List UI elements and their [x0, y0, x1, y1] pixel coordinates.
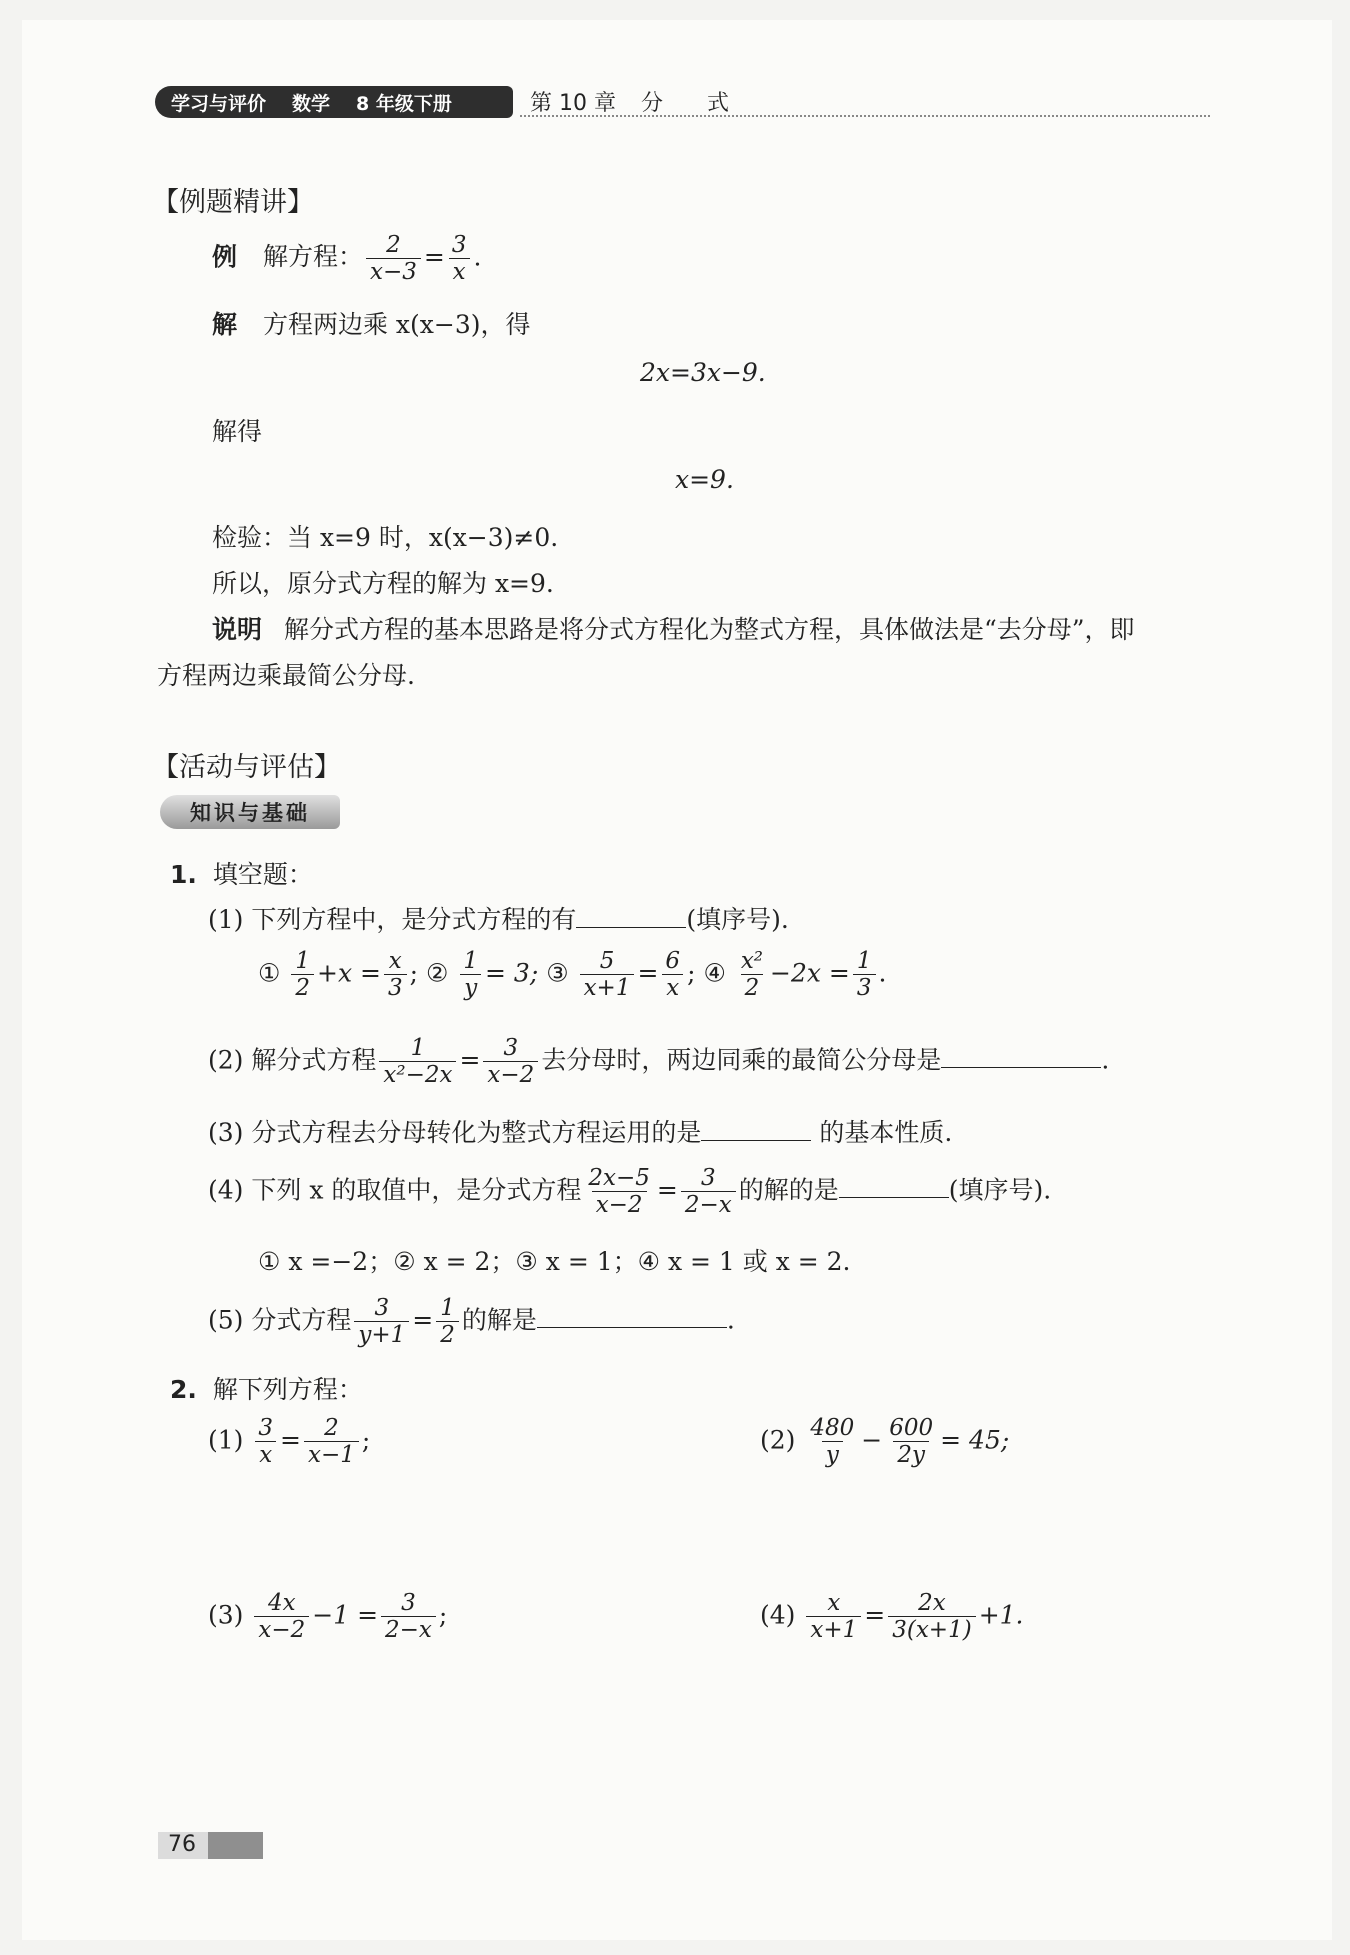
fraction: [448, 232, 471, 286]
question-2-heading: [170, 1370, 363, 1406]
fraction: [483, 1035, 538, 1089]
q2-equation-2: [760, 1415, 1009, 1469]
expr: +x =: [317, 958, 381, 988]
fraction: [885, 1415, 937, 1469]
subject: 数学: [292, 92, 331, 115]
part-label: (2): [760, 1425, 796, 1455]
denominator: x−2: [592, 1191, 647, 1218]
numerator: x: [827, 1590, 841, 1616]
denominator: 2−x: [681, 1191, 736, 1218]
numerator: 1: [295, 948, 311, 974]
question-1-heading: [170, 855, 313, 891]
denominator: y: [822, 1441, 843, 1468]
fraction: [806, 1590, 861, 1644]
denominator: x²−2x: [379, 1061, 456, 1088]
part-label: (4): [208, 1175, 244, 1205]
part-text: 分式方程去分母转化为整式方程运用的是: [251, 1118, 702, 1147]
equals: =: [864, 1600, 886, 1630]
option-marker: ③: [546, 958, 569, 988]
q2-equation-4: [760, 1590, 1024, 1644]
part-label: (3): [208, 1118, 244, 1147]
question-title: 解下列方程：: [212, 1375, 363, 1404]
conclusion-line: 所以，原分式方程的解为 x=9.: [212, 569, 554, 598]
fraction: [806, 1415, 858, 1469]
fraction: [580, 948, 635, 1002]
period: .: [726, 1305, 735, 1335]
option-marker: ④: [703, 958, 726, 988]
fraction: [366, 232, 421, 286]
numerator: x²: [740, 948, 764, 974]
equals: =: [412, 1305, 434, 1335]
part-text-after: (填序号).: [948, 1175, 1052, 1205]
denominator: 3: [384, 974, 407, 1001]
option-marker: ①: [258, 958, 281, 988]
part-text: 分式方程: [251, 1305, 352, 1335]
question-title: 填空题：: [212, 860, 313, 889]
chapter-number: 第 10 章: [530, 91, 616, 116]
denominator: x−2: [254, 1616, 309, 1643]
part-label: (1): [208, 905, 244, 934]
denominator: y+1: [354, 1321, 409, 1348]
numerator: 6: [665, 948, 681, 974]
denominator: 2: [291, 974, 314, 1001]
fraction: [254, 1415, 277, 1469]
equation-2: x=9.: [675, 465, 734, 494]
numerator: 2x: [918, 1590, 946, 1616]
note-label: 说明: [212, 615, 263, 644]
expr: +1.: [978, 1600, 1024, 1630]
example-section-title: 【例题精讲】: [152, 187, 314, 218]
equals: =: [423, 242, 445, 272]
fraction: [291, 948, 314, 1002]
numerator: 2x−5: [588, 1165, 650, 1191]
denominator: x: [662, 974, 683, 1001]
example-problem: [212, 232, 481, 286]
fraction: [304, 1415, 359, 1469]
header-dotted-rule: [520, 115, 1210, 117]
fraction: [379, 1035, 456, 1089]
q2-equation-1: [208, 1415, 370, 1469]
part-text: 下列方程中，是分式方程的有: [251, 905, 577, 934]
fraction: [888, 1590, 975, 1644]
operator: −: [861, 1425, 883, 1455]
solution-text: 方程两边乘 x(x−3)，得: [262, 310, 531, 339]
option-marker: ②: [426, 958, 449, 988]
expr: −2x =: [770, 958, 850, 988]
expr: = 45;: [940, 1425, 1010, 1455]
fraction: [384, 948, 407, 1002]
numerator: 3: [258, 1415, 274, 1441]
part-text-after: 的解的是: [738, 1175, 839, 1205]
expr: = 3;: [485, 958, 539, 988]
header-banner: [155, 86, 513, 118]
part-label: (4): [760, 1600, 796, 1630]
numerator: 3: [451, 232, 467, 258]
note-text: 解分式方程的基本思路是将分式方程化为整式方程，具体做法是“去分母”，即: [283, 615, 1135, 644]
example-text: 解方程：: [262, 242, 363, 272]
chapter-title: 分 式: [640, 91, 729, 116]
q1-part-4-options: ① x =−2；② x = 2；③ x = 1；④ x = 1 或 x = 2.: [258, 1247, 851, 1276]
expr: −1 =: [312, 1600, 379, 1630]
denominator: x−2: [483, 1061, 538, 1088]
numerator: 1: [856, 948, 872, 974]
separator: ;: [361, 1425, 371, 1455]
part-label: (5): [208, 1305, 244, 1335]
fraction: [737, 948, 767, 1002]
numerator: 600: [889, 1415, 934, 1441]
answer-blank[interactable]: [537, 1305, 727, 1328]
part-text-after: (填序号).: [686, 905, 789, 934]
denominator: x−1: [304, 1441, 359, 1468]
page-number: 76: [168, 1832, 196, 1857]
separator: ;: [438, 1600, 448, 1630]
q1-part-3: [208, 1113, 952, 1149]
chapter-heading: [530, 86, 729, 117]
numerator: 4x: [268, 1590, 296, 1616]
equation-1: 2x=3x−9.: [640, 358, 766, 387]
denominator: 2: [741, 974, 764, 1001]
answer-blank[interactable]: [701, 1118, 811, 1141]
denominator: x+1: [580, 974, 635, 1001]
denominator: 3(x+1): [888, 1616, 975, 1643]
grade: 8 年级下册: [356, 92, 452, 115]
solution-line: [212, 305, 530, 341]
equals: =: [280, 1425, 301, 1455]
separator: ;: [687, 958, 696, 988]
q1-part-1-options: [258, 948, 886, 1002]
numerator: 3: [700, 1165, 716, 1191]
numerator: 5: [599, 948, 615, 974]
equals: =: [459, 1045, 481, 1075]
numerator: x: [388, 948, 402, 974]
fraction: [584, 1165, 654, 1219]
example-label: 例: [212, 242, 238, 272]
numerator: 3: [503, 1035, 519, 1061]
check-line: 检验：当 x=9 时，x(x−3)≠0.: [212, 523, 559, 552]
separator: ;: [409, 958, 419, 988]
fraction: [381, 1590, 436, 1644]
question-number: 2.: [170, 1375, 197, 1404]
numerator: 2: [386, 232, 401, 258]
answer-blank[interactable]: [839, 1175, 949, 1198]
fraction: [661, 948, 684, 1002]
solution-label: 解: [212, 310, 238, 339]
fraction: [681, 1165, 736, 1219]
part-label: (2): [208, 1045, 244, 1075]
numerator: 480: [810, 1415, 855, 1441]
part-text: 解分式方程: [251, 1045, 377, 1075]
denominator: x+1: [806, 1616, 861, 1643]
denominator: x: [449, 258, 470, 285]
fraction: [354, 1295, 409, 1349]
denominator: x: [255, 1441, 276, 1468]
numerator: 2: [324, 1415, 339, 1441]
q2-equation-3: [208, 1590, 447, 1644]
part-text-after: 的基本性质.: [819, 1118, 953, 1147]
answer-blank[interactable]: [941, 1045, 1101, 1068]
part-text: 下列 x 的取值中，是分式方程: [251, 1175, 582, 1205]
fraction: [436, 1295, 459, 1349]
question-number: 1.: [170, 860, 197, 889]
denominator: 2y: [893, 1441, 929, 1468]
fraction: [254, 1590, 309, 1644]
part-label: (1): [208, 1425, 244, 1455]
denominator: 2: [436, 1321, 459, 1348]
denominator: 3: [853, 974, 876, 1001]
numerator: 3: [374, 1295, 390, 1321]
period: .: [473, 242, 482, 272]
fraction: [853, 948, 876, 1002]
book-title: 学习与评价: [171, 92, 267, 115]
activity-section-title: 【活动与评估】: [152, 752, 341, 783]
denominator: y: [460, 974, 481, 1001]
q1-part-5: [208, 1295, 735, 1349]
expr: =: [637, 958, 659, 988]
note-line-2: 方程两边乘最简公分母.: [157, 661, 415, 690]
note-line-1: [212, 610, 1135, 646]
denominator: 2−x: [381, 1616, 436, 1643]
part-text-after: 去分母时，两边同乘的最简公分母是: [541, 1045, 942, 1075]
q1-part-2: [208, 1035, 1109, 1089]
knowledge-badge: 知识与基础: [160, 795, 340, 829]
period: .: [1101, 1045, 1110, 1075]
denominator: x−3: [366, 258, 421, 285]
numerator: 1: [440, 1295, 455, 1321]
answer-blank[interactable]: [576, 905, 686, 928]
part-text-after: 的解是: [461, 1305, 537, 1335]
numerator: 1: [410, 1035, 426, 1061]
q1-part-1: [208, 900, 789, 936]
numerator: 1: [463, 948, 479, 974]
solve-text: 解得: [212, 417, 263, 446]
fraction: [459, 948, 482, 1002]
q1-part-4: [208, 1165, 1051, 1219]
part-label: (3): [208, 1600, 244, 1630]
separator: .: [878, 958, 887, 988]
numerator: 3: [401, 1590, 416, 1616]
equals: =: [656, 1175, 678, 1205]
